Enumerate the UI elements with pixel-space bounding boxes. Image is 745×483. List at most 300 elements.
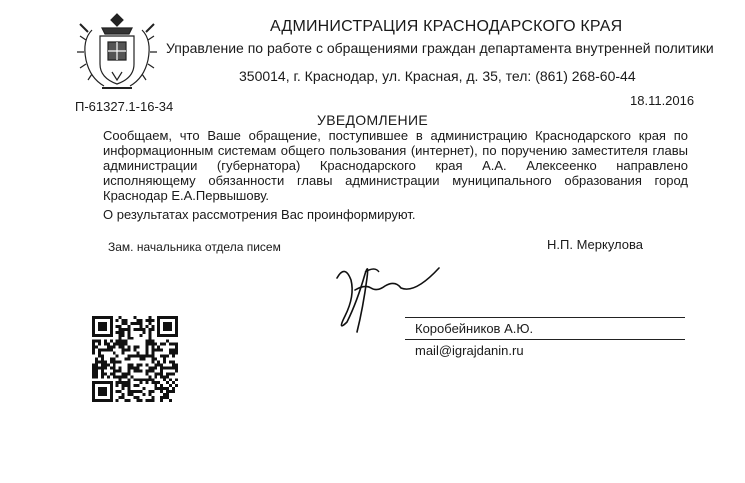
qr-module (128, 358, 131, 361)
qr-module (92, 375, 95, 378)
qr-module (136, 369, 139, 372)
qr-module (119, 343, 122, 346)
qr-module (169, 360, 172, 363)
qr-module (95, 366, 98, 369)
qr-module (116, 399, 119, 402)
qr-module (142, 358, 145, 361)
qr-module (128, 331, 131, 334)
executor-middle-rule (405, 339, 685, 340)
qr-module (151, 346, 154, 349)
qr-module (104, 349, 107, 352)
qr-module (104, 360, 107, 363)
qr-module (95, 360, 98, 363)
qr-module (95, 369, 98, 372)
qr-module (169, 399, 172, 402)
department-name: Управление по работе с обращениями граждан департамента внутренней политики (166, 40, 714, 56)
qr-module (122, 384, 125, 387)
qr-module (125, 375, 128, 378)
qr-module (128, 355, 131, 358)
qr-module (113, 363, 116, 366)
qr-module (157, 349, 160, 352)
qr-module (125, 381, 128, 384)
qr-module (136, 384, 139, 387)
qr-module (172, 366, 175, 369)
qr-module (104, 343, 107, 346)
qr-module (122, 349, 125, 352)
qr-module (148, 328, 151, 331)
qr-module (116, 381, 119, 384)
qr-module (119, 346, 122, 349)
qr-module (151, 349, 154, 352)
qr-module (154, 372, 157, 375)
qr-module (172, 363, 175, 366)
qr-module (148, 369, 151, 372)
qr-module (163, 396, 166, 399)
qr-module (116, 331, 119, 334)
qr-module (160, 384, 163, 387)
signer-name: Н.П. Меркулова (547, 237, 644, 252)
qr-module (157, 387, 160, 390)
qr-module (139, 399, 142, 402)
qr-module (160, 349, 163, 352)
qr-module (163, 375, 166, 378)
qr-module (134, 384, 137, 387)
organization-address: 350014, г. Краснодар, ул. Красная, д. 35, тел: (861) 268-60-44 (239, 68, 636, 84)
qr-module (101, 369, 104, 372)
qr-module (125, 343, 128, 346)
document-date: 18.11.2016 (630, 93, 695, 108)
qr-module (110, 346, 113, 349)
qr-module (122, 343, 125, 346)
qr-module (107, 349, 110, 352)
qr-module (172, 352, 175, 355)
qr-module (166, 375, 169, 378)
qr-module (145, 352, 148, 355)
qr-module (116, 340, 119, 343)
qr-module (160, 390, 163, 393)
qr-module (131, 355, 134, 358)
qr-module (113, 369, 116, 372)
qr-module (134, 378, 137, 381)
qr-module (136, 328, 139, 331)
qr-module (139, 328, 142, 331)
qr-module (160, 366, 163, 369)
qr-module (142, 378, 145, 381)
qr-module (134, 366, 137, 369)
qr-module (148, 343, 151, 346)
qr-module (139, 322, 142, 325)
qr-module (98, 360, 101, 363)
qr-module (139, 369, 142, 372)
qr-module (151, 358, 154, 361)
qr-module (131, 375, 134, 378)
qr-module (122, 381, 125, 384)
qr-module (136, 322, 139, 325)
qr-module (98, 343, 101, 346)
qr-module (163, 378, 166, 381)
qr-module (131, 390, 134, 393)
qr-module (157, 346, 160, 349)
qr-module (136, 355, 139, 358)
qr-module (145, 369, 148, 372)
qr-module (116, 343, 119, 346)
qr-module (154, 363, 157, 366)
document-number: П-61327.1-16-34 (75, 99, 174, 114)
qr-module (145, 340, 148, 343)
qr-module (142, 387, 145, 390)
qr-module (169, 349, 172, 352)
coat-of-arms-icon (72, 10, 162, 98)
qr-module (145, 355, 148, 358)
qr-module (92, 346, 95, 349)
qr-module (125, 384, 128, 387)
qr-module (145, 381, 148, 384)
qr-module (122, 396, 125, 399)
qr-module (134, 390, 137, 393)
qr-module (128, 378, 131, 381)
qr-module (92, 352, 95, 355)
qr-module (110, 340, 113, 343)
qr-module (92, 349, 95, 352)
qr-module (166, 340, 169, 343)
qr-module (169, 352, 172, 355)
qr-module (151, 319, 154, 322)
qr-module (172, 343, 175, 346)
qr-module (145, 343, 148, 346)
qr-module (136, 399, 139, 402)
qr-module (166, 387, 169, 390)
qr-module (125, 340, 128, 343)
qr-module (163, 387, 166, 390)
qr-module (122, 372, 125, 375)
qr-module (134, 316, 137, 319)
qr-module (154, 358, 157, 361)
qr-module (125, 399, 128, 402)
qr-module (148, 390, 151, 393)
executor-name: Коробейников А.Ю. (415, 321, 534, 336)
qr-module (122, 328, 125, 331)
qr-module (119, 396, 122, 399)
qr-module (122, 319, 125, 322)
qr-module (166, 393, 169, 396)
qr-module (142, 331, 145, 334)
qr-module (119, 390, 122, 393)
qr-module (116, 369, 119, 372)
qr-module (125, 358, 128, 361)
qr-module (131, 366, 134, 369)
qr-module (134, 346, 137, 349)
qr-module (169, 372, 172, 375)
qr-module (128, 369, 131, 372)
qr-module (122, 331, 125, 334)
closing-text: О результатах рассмотрения Вас проинформируют. (103, 207, 416, 222)
qr-module (160, 399, 163, 402)
qr-module (131, 337, 134, 340)
qr-module (160, 396, 163, 399)
qr-module (136, 319, 139, 322)
qr-module (122, 387, 125, 390)
qr-module (139, 325, 142, 328)
qr-module (145, 325, 148, 328)
qr-module (175, 349, 178, 352)
qr-module (119, 366, 122, 369)
qr-module (95, 340, 98, 343)
qr-module (128, 393, 131, 396)
qr-module (104, 366, 107, 369)
qr-module (175, 378, 178, 381)
qr-module (172, 349, 175, 352)
qr-module (119, 334, 122, 337)
qr-module (136, 346, 139, 349)
qr-module (139, 334, 142, 337)
qr-module (128, 366, 131, 369)
qr-module (175, 384, 178, 387)
qr-module (116, 360, 119, 363)
qr-module (116, 319, 119, 322)
qr-module (128, 337, 131, 340)
qr-module (154, 384, 157, 387)
qr-module (151, 369, 154, 372)
qr-module (128, 363, 131, 366)
qr-module (151, 399, 154, 402)
qr-module (107, 375, 110, 378)
qr-module (113, 375, 116, 378)
qr-module (145, 378, 148, 381)
qr-module (128, 387, 131, 390)
qr-module (160, 343, 163, 346)
qr-module (110, 349, 113, 352)
qr-module (134, 349, 137, 352)
qr-module (101, 363, 104, 366)
qr-module (154, 381, 157, 384)
qr-module (148, 319, 151, 322)
qr-module (128, 381, 131, 384)
qr-module (110, 358, 113, 361)
qr-module (104, 340, 107, 343)
qr-module (163, 355, 166, 358)
executor-top-rule (405, 317, 685, 318)
qr-module (142, 328, 145, 331)
qr-module (113, 358, 116, 361)
qr-module (119, 369, 122, 372)
qr-module (98, 352, 101, 355)
qr-module (172, 387, 175, 390)
qr-module (98, 366, 101, 369)
qr-module (128, 372, 131, 375)
qr-module (139, 319, 142, 322)
qr-module (125, 322, 128, 325)
qr-module (113, 343, 116, 346)
qr-module (169, 390, 172, 393)
qr-module (154, 349, 157, 352)
qr-module (101, 375, 104, 378)
qr-module (128, 328, 131, 331)
qr-module (128, 399, 131, 402)
qr-module (92, 343, 95, 346)
qr-module (134, 369, 137, 372)
qr-module (92, 366, 95, 369)
qr-module (166, 396, 169, 399)
qr-module (145, 349, 148, 352)
qr-module (175, 366, 178, 369)
qr-module (148, 375, 151, 378)
qr-module (151, 340, 154, 343)
qr-module (119, 337, 122, 340)
qr-module (136, 366, 139, 369)
qr-module (136, 396, 139, 399)
qr-module (145, 399, 148, 402)
qr-module (128, 384, 131, 387)
qr-module (113, 360, 116, 363)
qr-module (101, 349, 104, 352)
qr-module (151, 352, 154, 355)
document-body (103, 128, 688, 203)
signer-position: Зам. начальника отдела писем (108, 240, 281, 254)
qr-module (157, 360, 160, 363)
qr-module (157, 381, 160, 384)
qr-module (119, 331, 122, 334)
qr-module (139, 390, 142, 393)
qr-module (92, 363, 95, 366)
qr-module (136, 363, 139, 366)
qr-module (101, 355, 104, 358)
qr-module (160, 363, 163, 366)
qr-module (113, 366, 116, 369)
qr-module (154, 343, 157, 346)
qr-module (113, 352, 116, 355)
qr-module (151, 343, 154, 346)
qr-module (151, 360, 154, 363)
organization-name: АДМИНИСТРАЦИЯ КРАСНОДАРСКОГО КРАЯ (270, 18, 623, 35)
qr-module (92, 372, 95, 375)
qr-module (148, 399, 151, 402)
qr-module (172, 360, 175, 363)
qr-module (107, 363, 110, 366)
qr-module (148, 366, 151, 369)
qr-module (131, 393, 134, 396)
qr-module (128, 325, 131, 328)
qr-module (95, 372, 98, 375)
qr-module (128, 346, 131, 349)
qr-module (92, 340, 95, 343)
qr-module (131, 363, 134, 366)
qr-module (113, 372, 116, 375)
qr-module (175, 369, 178, 372)
qr-module (110, 366, 113, 369)
qr-module (151, 381, 154, 384)
qr-module (136, 378, 139, 381)
qr-module (110, 360, 113, 363)
qr-module (151, 325, 154, 328)
qr-module (95, 346, 98, 349)
qr-module (169, 378, 172, 381)
qr-module (151, 355, 154, 358)
qr-module (163, 358, 166, 361)
qr-module (175, 352, 178, 355)
qr-module (163, 343, 166, 346)
qr-module (142, 393, 145, 396)
qr-module (157, 372, 160, 375)
qr-module (101, 358, 104, 361)
qr-module (107, 346, 110, 349)
qr-module (169, 384, 172, 387)
qr-module (95, 363, 98, 366)
qr-module (148, 331, 151, 334)
qr-module (172, 381, 175, 384)
qr-module (116, 325, 119, 328)
qr-module (175, 363, 178, 366)
qr-module (145, 319, 148, 322)
qr-module (107, 343, 110, 346)
qr-module (139, 358, 142, 361)
qr-module (148, 337, 151, 340)
qr-module (95, 375, 98, 378)
qr-module (151, 396, 154, 399)
body-paragraph: Сообщаем, что Ваше обращение, поступившее в администрацию Краснодарского края по информационным системам общего пользования (интернет), по поручению заместителя главы администрации (губернатора) Краснодарского края А.А. Алексеенко направлено исполняющему обязанности главы администрации муниципального образования город Краснодар Е.А.Первышову. (103, 128, 688, 203)
qr-module (122, 393, 125, 396)
qr-module (175, 343, 178, 346)
qr-code-icon (92, 316, 178, 402)
qr-module (122, 322, 125, 325)
qr-module (151, 390, 154, 393)
qr-module (139, 378, 142, 381)
qr-module (160, 372, 163, 375)
qr-module (119, 328, 122, 331)
qr-module (166, 390, 169, 393)
qr-module (148, 355, 151, 358)
qr-module (154, 387, 157, 390)
qr-module (166, 355, 169, 358)
qr-module (119, 316, 122, 319)
qr-module (125, 349, 128, 352)
qr-module (128, 349, 131, 352)
qr-module (134, 355, 137, 358)
qr-module (134, 328, 137, 331)
qr-module (160, 355, 163, 358)
qr-module (101, 360, 104, 363)
qr-module (142, 355, 145, 358)
qr-module (148, 334, 151, 337)
qr-module (172, 355, 175, 358)
qr-module (119, 325, 122, 328)
qr-module (139, 381, 142, 384)
qr-module (119, 378, 122, 381)
qr-module (163, 366, 166, 369)
qr-module (116, 355, 119, 358)
qr-module (125, 328, 128, 331)
qr-module (136, 352, 139, 355)
qr-module (119, 360, 122, 363)
document-title: УВЕДОМЛЕНИЕ (317, 112, 428, 128)
qr-module (139, 363, 142, 366)
qr-module (134, 396, 137, 399)
qr-module (145, 372, 148, 375)
qr-module (169, 343, 172, 346)
qr-module (104, 372, 107, 375)
qr-module (169, 366, 172, 369)
qr-module (154, 375, 157, 378)
qr-module (95, 358, 98, 361)
qr-module (98, 355, 101, 358)
qr-module (128, 390, 131, 393)
qr-module (113, 346, 116, 349)
qr-module (98, 349, 101, 352)
qr-module (145, 363, 148, 366)
qr-module (122, 375, 125, 378)
qr-module (151, 378, 154, 381)
qr-module (131, 322, 134, 325)
qr-module (104, 363, 107, 366)
